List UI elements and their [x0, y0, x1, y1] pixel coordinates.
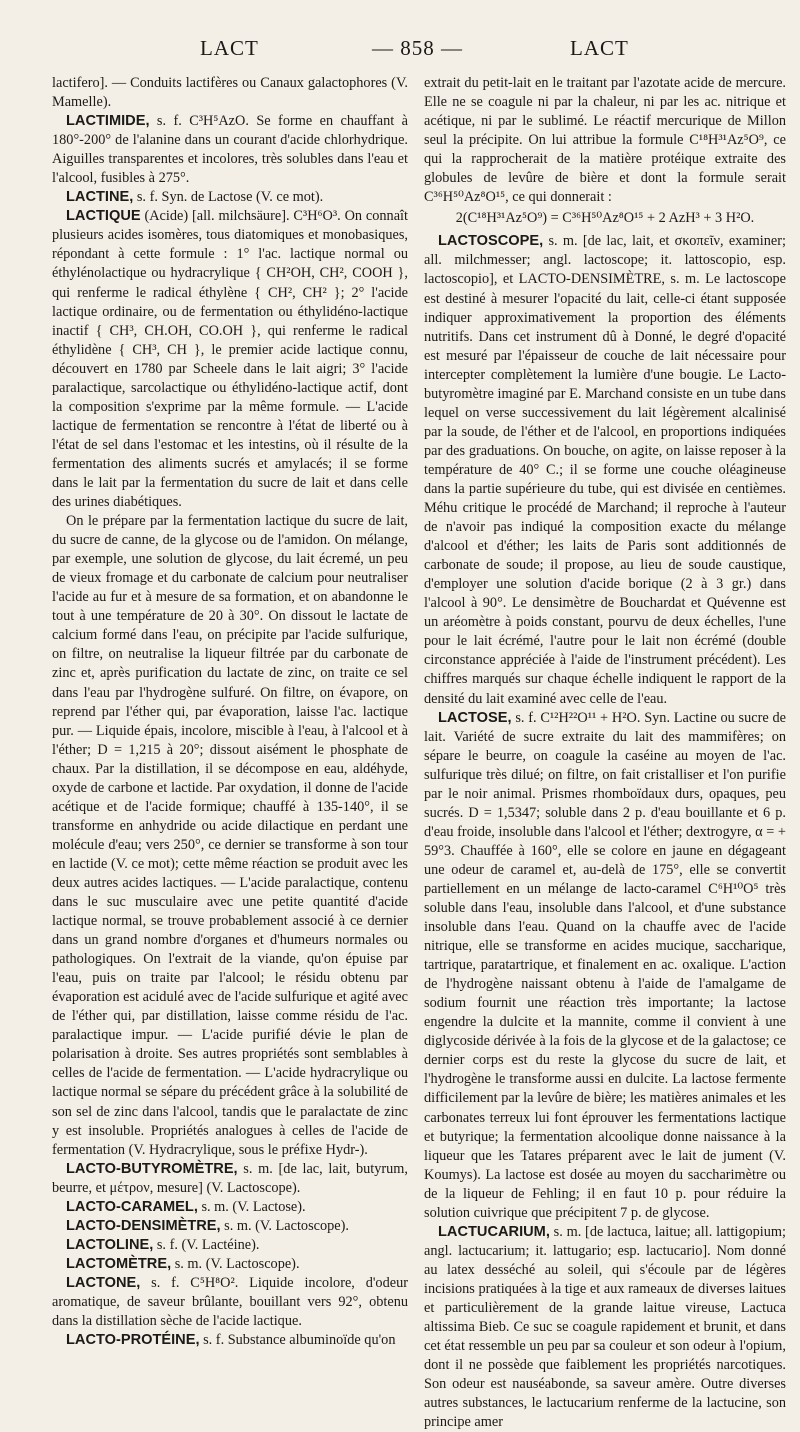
- header-left-word: LACT: [200, 36, 259, 60]
- page-number: — 858 —: [372, 36, 463, 60]
- running-header: [0, 36, 800, 70]
- entry-headword: LACTIMIDE,: [66, 113, 150, 130]
- entry-text: s. f. (V. Lactéine).: [153, 1236, 260, 1253]
- left-column: [52, 74, 408, 1349]
- entry-headword: LACTUCARIUM,: [438, 1223, 550, 1240]
- entry-headword: LACTOMÈTRE,: [66, 1255, 172, 1272]
- entry-text: s. m. [de lac, lait, et σκοπεῖν, examiner; all. milchmesser; angl. lactoscope; it. lattoscopio, esp. lactoscopio], et LACTO-DENSIMÈTRE, s. m. Le lactoscope est destiné à mesurer l'opacité du lait, celle-ci étant supposée indiquer approximativement la proportion des éléments nutritifs. Dans cet instrument dû à Donné, le degré d'opacité est mesuré par l'épaisseur de couche de lait nécessaire pour intercepter complètement la lumière d'une bougie. Le Lacto-butyromètre imaginé par E. Marchand consiste en un tube dans lequel on verse successivement du lait légèrement alcalinisé par la soude, de l'éther et de l'alcool, en proportions indiquées par des graduations. On bouche, on agite, on laisse reposer à la température de 40° C.; il se forme une couche oléagineuse dans la partie supérieure du tube, qui est divisée en centièmes. Méhu critique le procédé de Marchand; il reproche à l'auteur de n'avoir pas indiqué la composition exacte du mélange d'alcool et d'éther; les laits de Paris sont additionnés de carbonate de soude; il propose, au lieu de soude caustique, d'employer une solution d'acide borique (2 à 3 gr.) dans l'alcool à 90°. Le densimètre de Bouchardat et Quévenne est un aréomètre à poids constant, pourvu de deux échelles, l'une pour le lait écrémé, l'autre pour le lait non écrémé (double circonstance appréciée à l'aide de l'instrument précédent). Les chiffres marqués sur chaque échelle indiquent le rapport de la densité du lait examiné avec celle de l'eau.: [424, 233, 786, 707]
- dictionary-entry: [424, 709, 786, 1223]
- entry-text: s. m. (V. Lactoscope).: [171, 1255, 300, 1272]
- dictionary-entry: [52, 1255, 408, 1274]
- entry-text: s. m. [de lac, lait, butyrum, beurre, et μέτρον, mesure] (V. Lactoscope).: [52, 1160, 408, 1196]
- paragraph: On le prépare par la fermentation lactique du sucre de lait, du sucre de canne, de la glycose ou de l'amidon. On mélange, par exemple, une solution de glycose, du lait écremé, un peu de vieux fromage et du carbonate de calcium pour neutraliser l'acide au fur et à mesure de sa formation, et on abandonne le tout à une température de 20 à 30°. On dissout le lactate de calcium formé dans l'eau, on précipite par l'acide sulfurique, on filtre, on neutralise la liqueur filtrée par du carbonate de zinc et, après purification du lactate de zinc, on traite ce sel dans l'eau par l'hydrogène sulfuré. On filtre, on évapore, on reprend par l'éther qui, par évaporation, laisse l'ac. lactique pur. — Liquide épais, incolore, miscible à l'eau, à l'alcool et à l'éther; D = 1,215 à 20°; dissout aisément le phosphate de chaux. Par la distillation, il se décompose en eau, aldéhyde, oxyde de carbone et lactide. Par oxydation, il donne de l'acide acétique et de l'acide formique; chauffé à 135-140°, il se transforme en anhydride ou acide dilactique en perdant une molécule d'eau; vers 250°, ce dernier se transforme à son tour en lactide (V. ce mot); cette même réaction se produit avec les deux autres acides lactiques. — L'acide paralactique, contenu dans le suc musculaire avec une petite quantité d'acide lactique normal, se trouve probablement associé à ce dernier dans un grand nombre d'organes et d'humeurs normales ou pathologiques. On l'extrait de la viande, qu'on épuise par l'eau, puis on traite par l'alcool; le résidu obtenu par évaporation est acidulé avec de l'acide sulfurique et agité avec de l'éther qui, par distillation, laisse comme résidu de l'ac. paralactique impur. — L'acide purifié dévie le plan de polarisation à droite. Ses autres propriétés sont semblables à celles de l'acide de fermentation. — L'acide hydracrylique ou lactique normal se sépare du précédent grâce à la solubilité de son sel de zinc dans l'alcool, tandis que le paralactate de zinc y est insoluble. Propriétés analogues à celles de l'acide de fermentation (V. Hydracrylique, sous le préfixe Hydr-).: [52, 513, 408, 1158]
- chemical-equation: 2(C¹⁸H³¹Az⁵O⁹) = C³⁶H⁵⁰Az⁸O¹⁵ + 2 AzH³ + 3 H²O.: [455, 210, 755, 227]
- dictionary-entry: [52, 1274, 408, 1331]
- entry-text: (Acide) [all. milchsäure]. C³H⁶O³. On connaît plusieurs acides isomères, tous diatomiques et monobasiques, répondant à cette formule : 1° l'ac. lactique normal ou éthylénolactique ou hydracrylique { CH²OH, CH², COOH }, qui renferme le radical éthylène { CH², CH² }; 2° l'acide lactique ordinaire, ou de fermentation ou éthylidéno-lactique inactif { CH³, CH.OH, CO.OH }, qui renferme le radical éthylidène { CH³, CH }, le premier acide lactique connu, découvert en 1780 par Scheele dans le lait aigri; 3° l'acide paralactique, sarcolactique ou éthylidéno-lactique actif, dont la composition s'exprime par la même formule. — L'acide lactique de fermentation se rencontre à l'état de liberté ou à l'état de sel dans l'estomac et les intestins, où il résulte de la fermentation des aliments sucrés et amylacés; il se forme dans le lait par la fermentation du sucre de lait et dans celle des urines diabétiques.: [52, 208, 408, 511]
- header-right-word: LACT: [570, 36, 629, 60]
- entry-headword: LACTINE,: [66, 189, 134, 206]
- entry-text: s. f. Syn. de Lactose (V. ce mot).: [133, 189, 324, 206]
- entry-headword: LACTOLINE,: [66, 1236, 154, 1253]
- dictionary-entry: [52, 1236, 408, 1255]
- entry-text: s. m. (V. Lactose).: [197, 1198, 306, 1215]
- dictionary-entry: [52, 188, 408, 207]
- entry-text: s. f. C⁵H⁸O². Liquide incolore, d'odeur aromatique, de saveur brûlante, bouillant vers 92°, obtenu dans la distillation sèche de l'acide lactique.: [52, 1274, 408, 1330]
- dictionary-entry: [52, 1198, 408, 1217]
- entry-text: s. f. C³H⁵AzO. Se forme en chauffant à 180°-200° de l'alanine dans un courant d'acide chlorhydrique. Aiguilles transparentes et incolores, très solubles dans l'eau et l'alcool, fusibles à 275°.: [52, 113, 408, 187]
- dictionary-entry: [52, 1331, 408, 1350]
- dictionary-entry: [424, 1223, 786, 1432]
- entry-headword: LACTIQUE: [66, 208, 141, 225]
- dictionary-entry: [52, 1160, 408, 1198]
- dictionary-entry: [52, 112, 408, 188]
- entry-text: s. m. [de lactuca, laitue; all. lattigopium; angl. lactucarium; it. lattugario; esp. lactucario]. Nom donné au latex desséché au soleil, qui s'écoule par de légères incisions pratiquées à la tige et aux rameaux de diverses laitues et particulièrement de la grande laitue vireuse, Lactuca altissima Bieb. Ce suc se coagule rapidement et brunit, et dans cet état ressemble un peu par sa couleur et son odeur à l'opium, dont il ne possède que faiblement les propriétés narcotiques. Son odeur est nauséabonde, sa saveur amère. Outre diverses autres substances, le lactucarium renferme de la lactucine, son principe amer: [424, 1223, 786, 1431]
- continued-text: extrait du petit-lait en le traitant par l'azotate acide de mercure. Elle ne se coagule ni par la chaleur, ni par les ac. nitrique et acétique, ni par le sublimé. Le réactif mercurique de Millon seul la précipite. On lui attribue la formule C¹⁸H³¹Az⁵O⁹, ce qui la rapprocherait de la matière protéique extraite des globules de levûre de bière et dont la formule serait C³⁶H⁵⁰Az⁸O¹⁵, ce qui donnerait :: [424, 75, 786, 206]
- entry-text: s. m. (V. Lactoscope).: [220, 1217, 349, 1234]
- entry-headword: LACTO-BUTYROMÈTRE,: [66, 1160, 238, 1177]
- dictionary-entry: [424, 232, 786, 708]
- entry-headword: LACTO-PROTÉINE,: [66, 1332, 200, 1349]
- entry-headword: LACTO-CARAMEL,: [66, 1198, 198, 1215]
- entry-text: s. f. Substance albuminoïde qu'on: [199, 1332, 396, 1349]
- right-column: [424, 74, 786, 1431]
- dictionary-entry: [52, 207, 408, 512]
- entry-headword: LACTONE,: [66, 1274, 141, 1291]
- entry-headword: LACTOSCOPE,: [438, 233, 544, 250]
- entry-headword: LACTO-DENSIMÈTRE,: [66, 1217, 221, 1234]
- continued-text: lactifero]. — Conduits lactifères ou Canaux galactophores (V. Mamelle).: [52, 75, 408, 111]
- dictionary-entry: [52, 1217, 408, 1236]
- entry-text: s. f. C¹²H²²O¹¹ + H²O. Syn. Lactine ou sucre de lait. Variété de sucre extraite du lait des mammifères; on sépare le beurre, on coagule la caséine au moyen de l'ac. sulfurique très dilué; on filtre, on fait cristalliser et l'on purifie par le noir animal. Prismes rhomboïdaux durs, opaques, peu sucrés. D = 1,5347; soluble dans 2 p. d'eau bouillante et 6 p. d'eau froide, insoluble dans l'alcool et l'éther; dextrogyre, α = + 59°3. Chauffée à 160°, elle se colore en jaune en dégageant une odeur de caramel et, au-delà de 175°, elle se convertit partiellement en un mélange de lacto-caramel C⁶H¹⁰O⁵ très soluble dans l'eau, insoluble dans l'alcool, et d'une substance insoluble dans l'eau. Quand on la chauffe avec de l'acide nitrique, elle se transforme en acides mucique, saccharique, tartrique, paratartrique, et finalement en ac. oxalique. L'action de l'hydrogène naissant obtenu à l'aide de l'amalgame de sodium fournit une réaction très importante; la lactose engendre la dulcite et la mannite, comme il convient à une diglycoside dérivée à la fois de la glycose et de la galactose; ce dernier corps est du reste la glycose du sucre de lait, et l'hydrogène le transforme aussi en dulcite. La lactose fermente difficilement par la levûre de bière; les matières animales et les carbonates terreux lui font éprouver les fermentations lactique et butyrique; la fermentation alcoolique donne naissance à la liqueur que les Tatares préparent avec le lait de jument (V. Koumys). La lactose est dosée au moyen du saccharimètre ou de la liqueur de Fehling; il en faut 10 p. pour réduire la solution cuivrique que précipitent 7 p. de glycose.: [424, 709, 786, 1221]
- entry-headword: LACTOSE,: [438, 709, 512, 726]
